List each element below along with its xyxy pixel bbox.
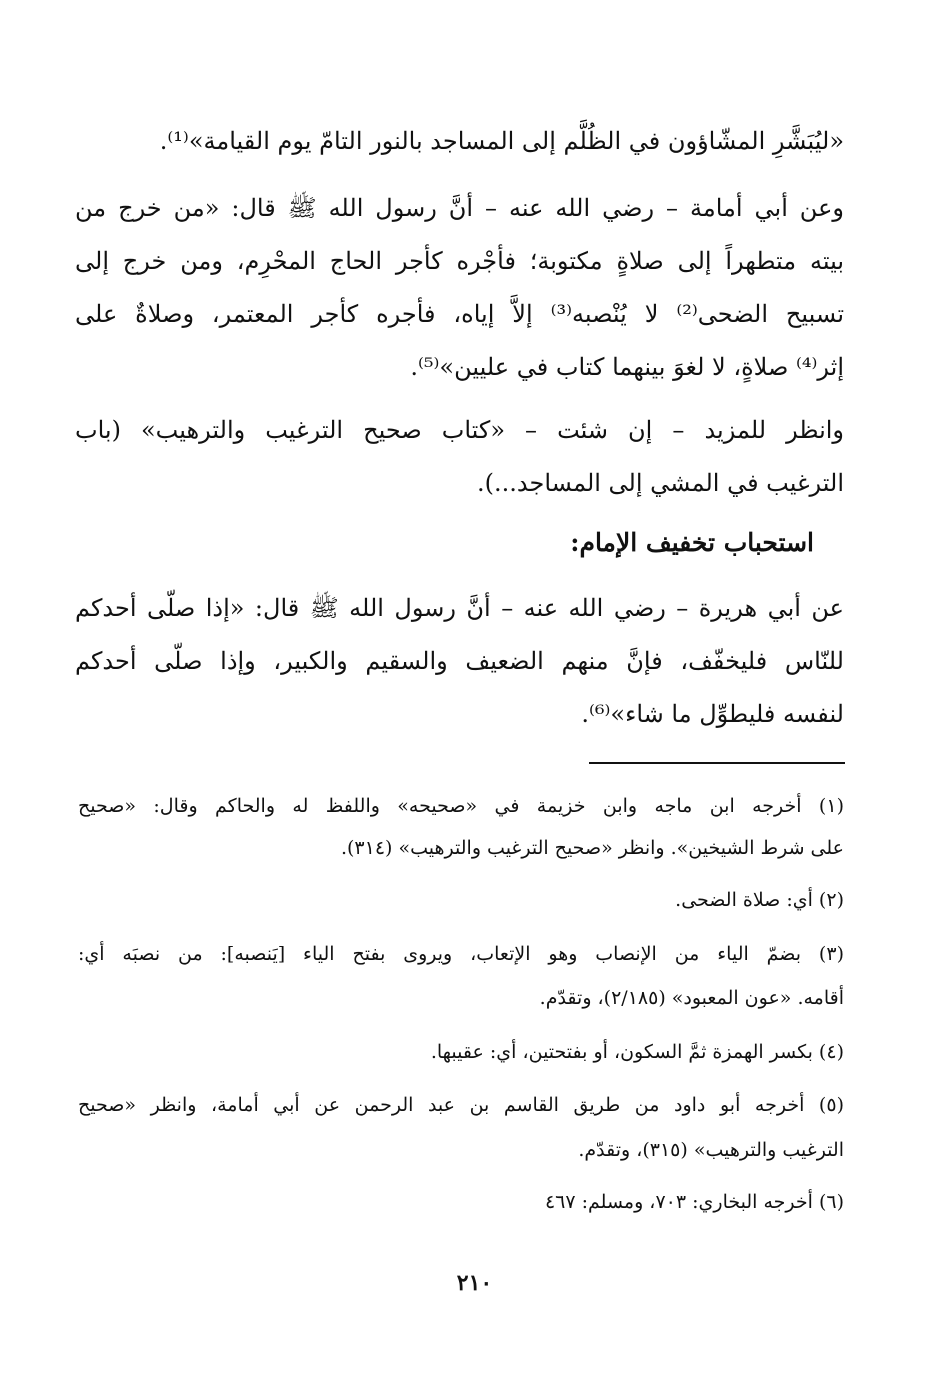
footnote-line: (٥) أخرجه أبو داود من طريق القاسم بن عبد الرحمن عن أبي أمامة، وانظر «صحيح [78,1094,844,1116]
footnote-line: (٢) أي: صلاة الضحى. [675,889,844,911]
footnote-line: الترغيب والترهيب» (٣١٥)، وتقدّم. [578,1139,844,1161]
body-line: بيته متطهراً إلى صلاةٍ مكتوبة؛ فأجْره كأجر الحاج المحْرِم، ومن خرج إلى [75,247,844,275]
section-heading: استحباب تخفيف الإمام: [570,528,814,557]
body-line: وعن أبي أمامة – رضي الله عنه – أنَّ رسول الله ﷺ قال: «من خرج من [75,194,844,222]
footnote-line: أقامه. «عون المعبود» (٢/١٨٥)، وتقدّم. [539,987,844,1009]
body-line: إثر⁽⁴⁾ صلاةٍ، لا لغوَ بينهما كتاب في عليين»⁽⁵⁾. [410,353,844,381]
footnote-line: (٤) بكسر الهمزة ثمَّ السكون، أو بفتحتين، أي: عقيبها. [430,1041,844,1063]
page-number: ٢١٠ [456,1270,493,1296]
footnote-separator [589,762,845,764]
footnote-line: (٣) بضمّ الياء من الإنصاب وهو الإتعاب، ويروى بفتح الياء [يَنصبه]: من نصبَه أي: [78,943,844,965]
body-line: لنفسه فليطوِّل ما شاء»⁽⁶⁾. [581,700,844,728]
body-line: وانظر للمزيد – إن شئت – «كتاب صحيح الترغيب والترهيب» (باب [75,416,844,444]
footnote-line: على شرط الشيخين». وانظر «صحيح الترغيب والترهيب» (٣١٤). [340,837,844,859]
body-line: تسبيح الضحى⁽²⁾ لا يُنْصبه⁽³⁾ إلاَّ إياه، فأجره كأجر المعتمر، وصلاةٌ على [75,300,844,328]
footnote-line: (٦) أخرجه البخاري: ٧٠٣، ومسلم: ٤٦٧ [544,1191,844,1213]
body-line: عن أبي هريرة – رضي الله عنه – أنَّ رسول الله ﷺ قال: «إذا صلّى أحدكم [75,594,845,622]
footnote-line: (١) أخرجه ابن ماجه وابن خزيمة في «صحيحه» واللفظ له والحاكم وقال: «صحيح [78,795,844,817]
body-line: «ليُبَشَّرِ المشّاؤون في الظُلَّم إلى المساجد بالنور التامّ يوم القيامة»⁽¹⁾. [159,127,844,155]
body-line: للنّاس فليخفّف، فإنَّ منهم الضعيف والسقيم والكبير، وإذا صلّى أحدكم [75,647,844,675]
body-line: الترغيب في المشي إلى المساجد...). [477,469,844,497]
